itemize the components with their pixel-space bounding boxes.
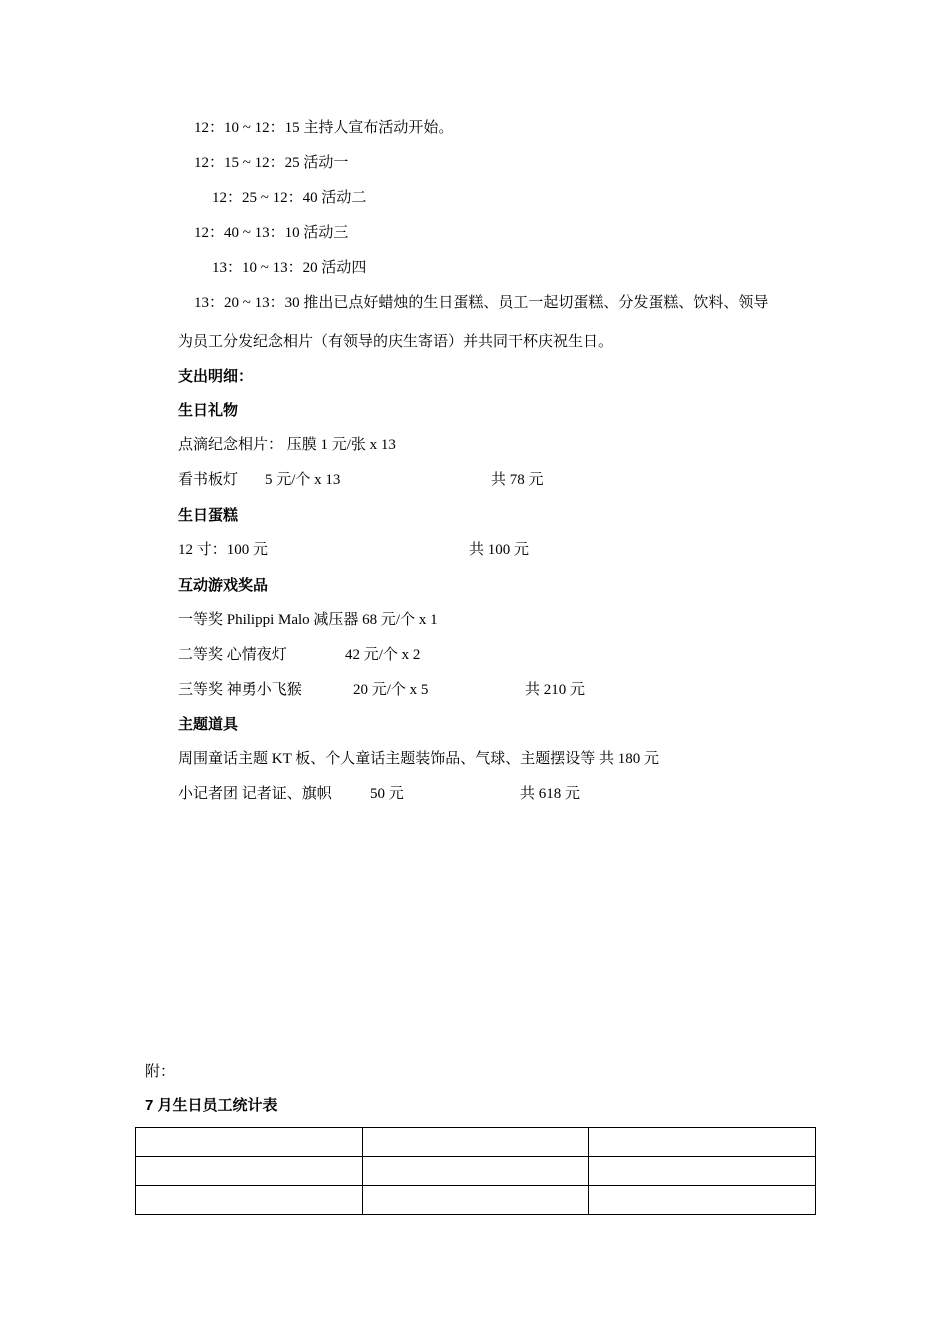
gifts-line-1: 点滴纪念相片： 压膜 1 元/张 x 13 <box>178 437 396 453</box>
table-cell <box>589 1128 816 1157</box>
cake-heading: 生日蛋糕 <box>178 507 239 524</box>
table-cell <box>136 1157 363 1186</box>
schedule-line-3: 12：25 ~ 12：40 活动二 <box>212 190 367 206</box>
prizes-total: 共 210 元 <box>525 682 586 698</box>
appendix-label: 附： <box>145 1064 176 1080</box>
gifts-line-2-item: 看书板灯 <box>178 472 239 488</box>
appendix-table-title: 7 月生日员工统计表 <box>145 1097 278 1114</box>
table-row <box>136 1186 816 1215</box>
schedule-line-4: 12：40 ~ 13：10 活动三 <box>194 225 349 241</box>
table-cell <box>136 1186 363 1215</box>
table-row <box>136 1128 816 1157</box>
table-row <box>136 1157 816 1186</box>
gifts-heading: 生日礼物 <box>178 402 239 419</box>
gifts-line-2-price: 5 元/个 x 13 <box>265 472 341 488</box>
prizes-first: 一等奖 Philippi Malo 减压器 68 元/个 x 1 <box>178 612 438 628</box>
gifts-total: 共 78 元 <box>491 472 544 488</box>
prizes-third-item: 三等奖 神勇小飞猴 <box>178 682 302 698</box>
table-cell <box>362 1128 589 1157</box>
props-line-1: 周围童话主题 KT 板、个人童话主题装饰品、气球、主题摆设等 共 180 元 <box>178 751 659 767</box>
props-line-2-price: 50 元 <box>370 786 404 802</box>
birthday-stats-table <box>135 1127 816 1215</box>
schedule-line-7: 为员工分发纪念相片（有领导的庆生寄语）并共同干杯庆祝生日。 <box>178 334 614 350</box>
schedule-line-2: 12：15 ~ 12：25 活动一 <box>194 155 349 171</box>
expense-heading: 支出明细： <box>178 368 254 385</box>
props-total: 共 618 元 <box>520 786 581 802</box>
prizes-second-price: 42 元/个 x 2 <box>345 647 421 663</box>
cake-total: 共 100 元 <box>469 542 530 558</box>
table-cell <box>589 1186 816 1215</box>
cake-item: 12 寸：100 元 <box>178 542 269 558</box>
schedule-line-6: 13：20 ~ 13：30 推出已点好蜡烛的生日蛋糕、员工一起切蛋糕、分发蛋糕、饮料、领导 <box>194 295 769 311</box>
table-cell <box>362 1157 589 1186</box>
prizes-third-price: 20 元/个 x 5 <box>353 682 429 698</box>
schedule-line-1: 12：10 ~ 12：15 主持人宣布活动开始。 <box>194 120 454 136</box>
table-cell <box>589 1157 816 1186</box>
prizes-heading: 互动游戏奖品 <box>178 577 269 594</box>
table-cell <box>362 1186 589 1215</box>
prizes-second-item: 二等奖 心情夜灯 <box>178 647 287 663</box>
props-heading: 主题道具 <box>178 716 239 733</box>
props-line-2-item: 小记者团 记者证、旗帜 <box>178 786 332 802</box>
schedule-line-5: 13：10 ~ 13：20 活动四 <box>212 260 367 276</box>
table-cell <box>136 1128 363 1157</box>
